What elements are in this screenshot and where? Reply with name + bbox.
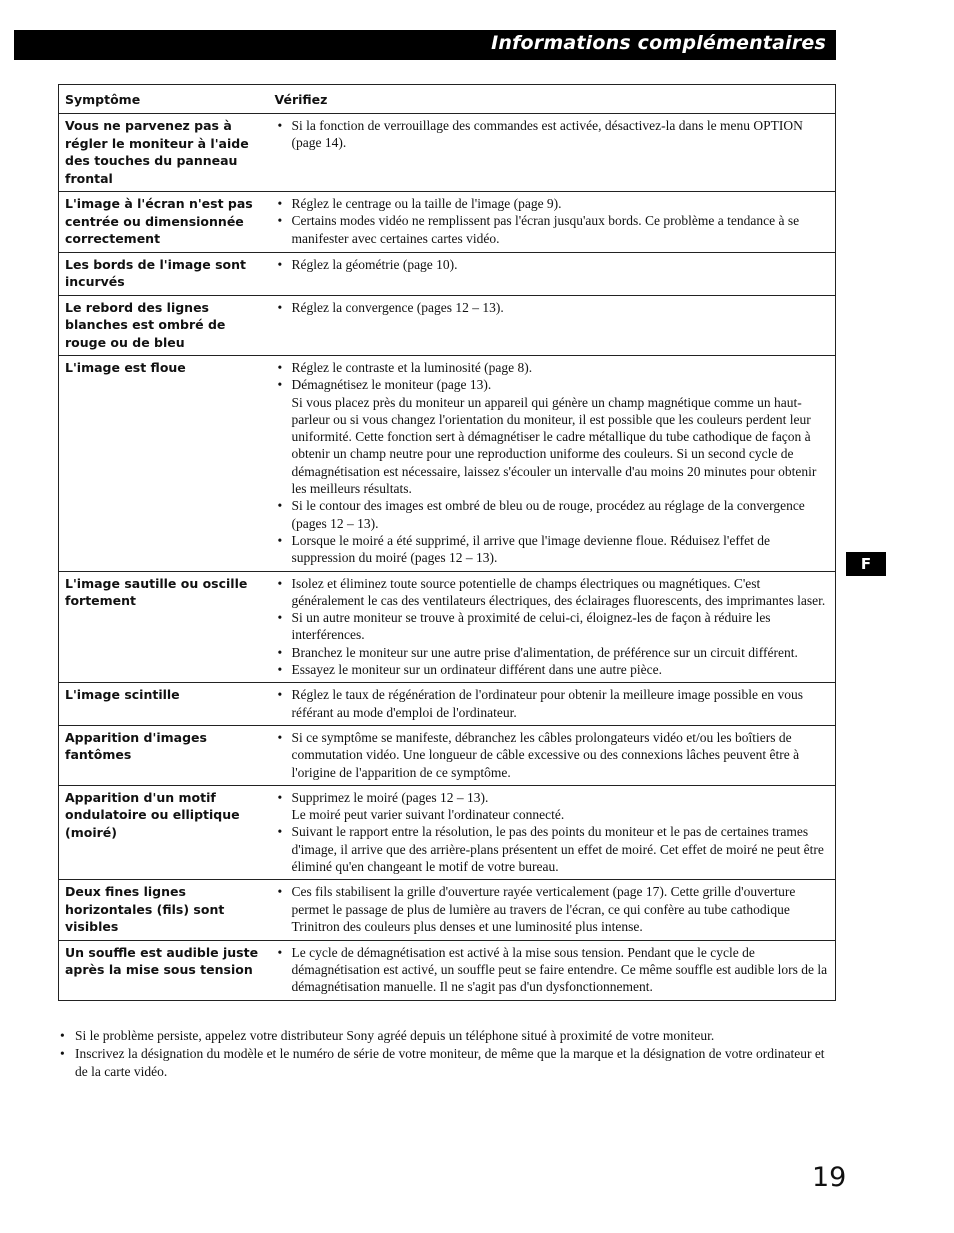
check-item bbox=[275, 729, 832, 781]
table-row bbox=[59, 192, 836, 253]
symptom-cell: L'image sautille ou oscille fortement bbox=[59, 571, 269, 683]
check-item bbox=[275, 497, 832, 532]
symptom-cell: L'image scintille bbox=[59, 683, 269, 726]
check-item bbox=[275, 575, 832, 610]
check-cell bbox=[269, 295, 836, 356]
symptom-cell: Apparition d'images fantômes bbox=[59, 725, 269, 785]
table-row bbox=[59, 252, 836, 295]
check-item-text: Réglez le taux de régénération de l'ordinateur pour obtenir la meilleure image possible en vous référant au mode d'emploi de l'ordinateur. bbox=[291, 687, 804, 720]
check-item-text: Réglez le centrage ou la taille de l'image (page 9). bbox=[291, 196, 562, 211]
table-row bbox=[59, 295, 836, 356]
check-item bbox=[275, 883, 832, 935]
check-list bbox=[275, 299, 832, 316]
check-item-text: Réglez la convergence (pages 12 – 13). bbox=[291, 299, 504, 315]
check-item-note: Si vous placez près du moniteur un appareil qui génère un champ magnétique comme un haut-parleur ou si vous changez l'orientation du moniteur, il est possible que les couleurs perdent leur uniformité. Cette fonction sert à démagnétiser le cadre métallique du tube cathodique de façon à obtenir un champ neutre pour une reproduction uniforme des couleurs. Si un second cycle de démagnétisation est nécessaire, laissez s'écouler un intervalle d'au moins 20 minutes pour obtenir les meilleurs résultats. bbox=[291, 394, 817, 497]
column-header-symptom: Symptôme bbox=[59, 85, 269, 114]
column-header-check: Vérifiez bbox=[269, 85, 836, 114]
check-cell bbox=[269, 785, 836, 879]
check-item-note: Le moiré peut varier suivant l'ordinateur connecté. bbox=[291, 807, 565, 823]
check-item-text: Réglez le contraste et la luminosité (page 8). bbox=[291, 360, 533, 375]
check-item bbox=[275, 256, 832, 273]
check-item-text: Si la fonction de verrouillage des commandes est activée, désactivez-la dans le menu OPTION (page 14). bbox=[291, 118, 803, 151]
symptom-cell: Les bords de l'image sont incurvés bbox=[59, 252, 269, 295]
check-item-text: Ces fils stabilisent la grille d'ouverture rayée verticalement (page 17). Cette grille d'ouverture permet le passage de plus de lumière au travers de l'écran, ce qui confère au tube cathodique Trinitron des couleurs plus denses et une luminosité plus intense. bbox=[291, 884, 796, 934]
check-item-text: Démagnétisez le moniteur (page 13). bbox=[291, 377, 492, 393]
check-item bbox=[275, 195, 832, 212]
check-item bbox=[275, 789, 832, 806]
check-item-text: Branchez le moniteur sur une autre prise d'alimentation, de préférence sur un circuit différent. bbox=[291, 644, 798, 660]
check-item bbox=[275, 299, 832, 316]
check-list bbox=[275, 575, 832, 679]
check-list bbox=[275, 359, 832, 567]
table-row bbox=[59, 880, 836, 941]
check-list bbox=[275, 686, 832, 721]
check-item bbox=[275, 359, 832, 376]
table-row bbox=[59, 725, 836, 785]
symptom-cell: Deux fines lignes horizontales (fils) sont visibles bbox=[59, 880, 269, 941]
symptom-cell: Apparition d'un motif ondulatoire ou elliptique (moiré) bbox=[59, 785, 269, 879]
check-item bbox=[275, 823, 832, 875]
check-item-text: Si ce symptôme se manifeste, débranchez les câbles prolongateurs vidéo et/ou les boîtiers de commutation vidéo. Une longueur de câble excessive ou des connexions lâches peuvent être à l'origine de l'apparition de ce symptôme. bbox=[291, 729, 800, 780]
footnotes bbox=[58, 1027, 828, 1081]
language-tab-marker: F bbox=[846, 552, 886, 576]
check-item bbox=[275, 686, 832, 721]
section-header-bar bbox=[14, 30, 836, 60]
check-item-text: Si un autre moniteur se trouve à proximité de celui-ci, éloignez-les de façon à réduire les interférences. bbox=[291, 610, 771, 643]
table-body bbox=[59, 114, 836, 1001]
check-list bbox=[275, 195, 832, 247]
check-item-text: Réglez la géométrie (page 10). bbox=[291, 256, 458, 272]
table-row bbox=[59, 940, 836, 1000]
symptom-cell: Vous ne parvenez pas à régler le moniteur à l'aide des touches du panneau frontal bbox=[59, 114, 269, 192]
check-cell bbox=[269, 571, 836, 683]
check-item bbox=[275, 532, 832, 567]
check-cell bbox=[269, 114, 836, 192]
check-item-text: Lorsque le moiré a été supprimé, il arrive que l'image devienne floue. Réduisez l'effet de suppression du moiré (pages 12 – 13). bbox=[291, 532, 770, 566]
troubleshooting-table bbox=[58, 84, 836, 1001]
check-item-text: Essayez le moniteur sur un ordinateur différent dans une autre pièce. bbox=[291, 662, 662, 678]
symptom-cell: L'image est floue bbox=[59, 356, 269, 572]
section-title: Informations complémentaires bbox=[491, 32, 826, 54]
table-row bbox=[59, 785, 836, 879]
check-cell bbox=[269, 880, 836, 941]
check-list bbox=[275, 789, 832, 875]
check-item-text: Isolez et éliminez toute source potentielle de champs électriques ou magnétiques. C'est généralement le cas des ventilateurs électriques, des éclairages fluorescents, des imprimantes laser. bbox=[291, 575, 826, 608]
footnote-item: • Si le problème persiste, appelez votre distributeur Sony agréé depuis un téléphone situé à proximité de votre moniteur. bbox=[58, 1027, 828, 1045]
symptom-cell: Un souffle est audible juste après la mise sous tension bbox=[59, 940, 269, 1000]
check-item bbox=[275, 376, 832, 393]
symptom-cell: L'image à l'écran n'est pas centrée ou dimensionnée correctement bbox=[59, 192, 269, 253]
check-list bbox=[275, 729, 832, 781]
check-list bbox=[275, 883, 832, 935]
footnote-item: • Inscrivez la désignation du modèle et le numéro de série de votre moniteur, de même que la marque et la désignation de votre ordinateur et de la carte vidéo. bbox=[58, 1045, 828, 1081]
table-row bbox=[59, 683, 836, 726]
check-cell bbox=[269, 252, 836, 295]
check-item-text: Certains modes vidéo ne remplissent pas l'écran jusqu'aux bords. Ce problème a tendance à se manifester avec certaines cartes vidéo. bbox=[291, 213, 800, 246]
table-row bbox=[59, 114, 836, 192]
check-list bbox=[275, 117, 832, 152]
check-item bbox=[275, 609, 832, 644]
check-cell bbox=[269, 356, 836, 572]
table-row bbox=[59, 356, 836, 572]
check-cell bbox=[269, 725, 836, 785]
table-header-row bbox=[59, 85, 836, 114]
check-item bbox=[275, 212, 832, 247]
check-item bbox=[275, 661, 832, 678]
check-cell bbox=[269, 192, 836, 253]
check-cell bbox=[269, 940, 836, 1000]
table-row bbox=[59, 571, 836, 683]
check-item-text: Supprimez le moiré (pages 12 – 13). bbox=[291, 789, 489, 805]
footnote-list bbox=[58, 1027, 828, 1081]
check-item-text: Si le contour des images est ombré de bleu ou de rouge, procédez au réglage de la convergence (pages 12 – 13). bbox=[291, 498, 805, 531]
check-item-text: Suivant le rapport entre la résolution, le pas des points du moniteur et le pas de certaines trames d'image, il arrive que des arrière-plans présentent un effet de moiré. Cet effet de moiré ne peut être éliminé qu'en changeant le motif de votre bureau. bbox=[291, 824, 824, 875]
check-item-text: Le cycle de démagnétisation est activé à la mise sous tension. Pendant que le cycle de démagnétisation est activé, un souffle peut se faire entendre. Ce même souffle est audible lors de la démagnétisation manuelle. Il ne s'agit pas d'un dysfonctionnement. bbox=[291, 944, 828, 995]
check-list bbox=[275, 256, 832, 273]
check-item bbox=[275, 117, 832, 152]
check-item bbox=[275, 644, 832, 661]
check-list bbox=[275, 944, 832, 996]
check-item bbox=[275, 944, 832, 996]
page-number: 19 bbox=[812, 1162, 847, 1193]
check-cell bbox=[269, 683, 836, 726]
symptom-cell: Le rebord des lignes blanches est ombré de rouge ou de bleu bbox=[59, 295, 269, 356]
